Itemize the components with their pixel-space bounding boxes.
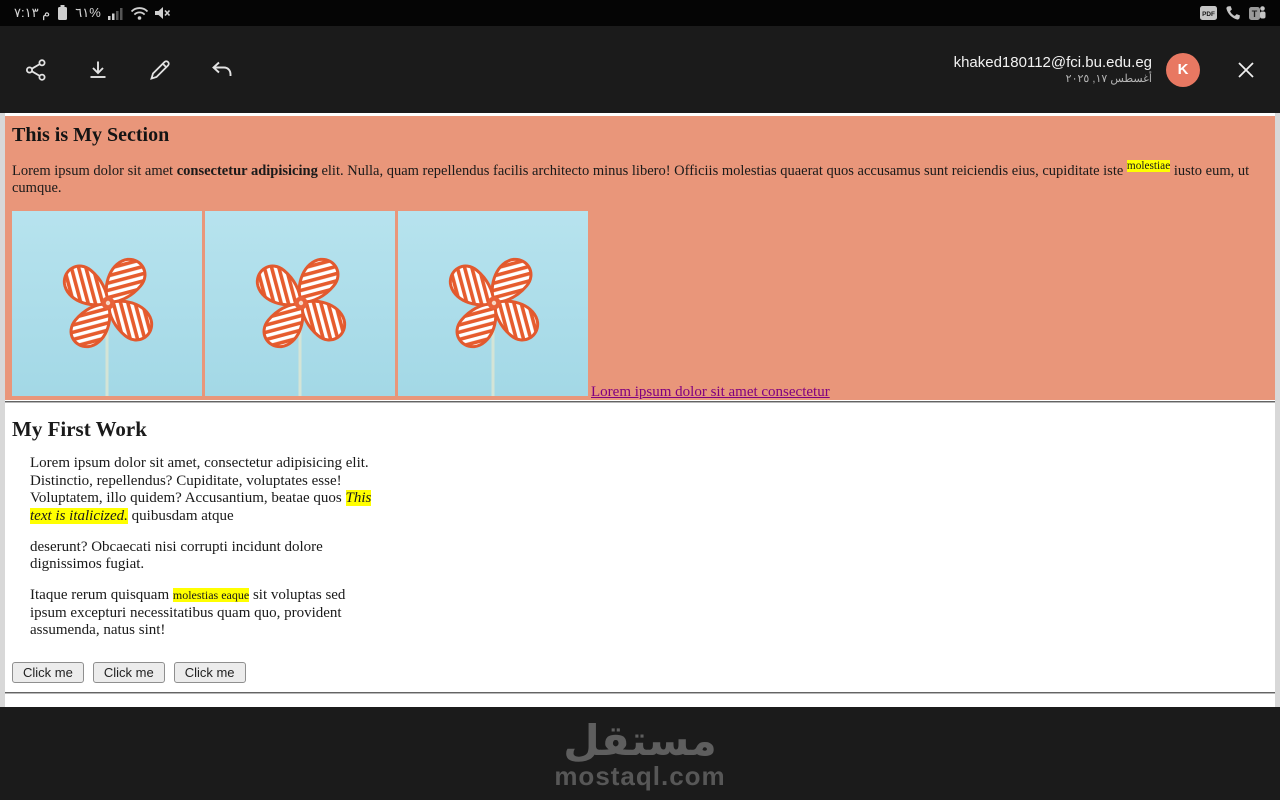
watermark-footer (0, 707, 1280, 800)
mostaql-site-text: mostaql.com (554, 760, 726, 791)
text-segment: deserunt? Obcaecati nisi corrupti incidunt dolore dignissimos fugiat. (30, 538, 323, 573)
text-segment: elit. Nulla, quam repellendus facilis architecto minus libero! Officiis molestias quaerat quos accusamus sunt reiciendis eius, cupiditate iste (317, 162, 1127, 179)
work-paragraph-1 (30, 455, 378, 526)
document-viewport[interactable] (0, 113, 1280, 707)
text-segment: consectetur adipisicing (176, 162, 318, 179)
edit-button[interactable] (140, 50, 180, 90)
pdf-icon (1199, 5, 1218, 21)
avatar[interactable]: K (1166, 53, 1200, 87)
download-button[interactable] (78, 50, 118, 90)
work-paragraphs (30, 455, 378, 640)
edit-icon (148, 58, 172, 82)
status-bar (0, 0, 1280, 26)
text-segment: Itaque rerum quisquam (30, 586, 173, 603)
pinwheel-image (205, 211, 395, 396)
work-paragraph-2 (30, 539, 378, 574)
status-right (1199, 5, 1266, 21)
work-paragraph-3 (30, 587, 378, 640)
account-email: khaked180112@fci.bu.edu.eg (953, 53, 1152, 71)
text-segment: sit voluptas sed ipsum excepturi necessitatibus quam quo, provident assumenda, natus sint! (30, 586, 346, 639)
buttons-row (12, 662, 1268, 683)
share-button[interactable] (16, 50, 56, 90)
undo-button[interactable] (202, 50, 242, 90)
text-segment: Lorem ipsum dolor sit amet, consectetur adipisicing elit. Distinctio, repellendus? Cupiditate, voluptates esse! Voluptatem, illo quidem? Accusantium, beatae quos (30, 454, 369, 507)
account-info (954, 54, 1152, 86)
svg-text:PDF: PDF (1202, 11, 1215, 18)
status-left (14, 5, 171, 21)
pinwheel-image (12, 211, 202, 396)
download-icon (86, 58, 110, 82)
lorem-link[interactable]: Lorem ipsum dolor sit amet consectetur (591, 383, 830, 400)
battery-percent-text: %٦١ (75, 5, 101, 20)
preview-toolbar (0, 26, 1280, 113)
images-row (12, 211, 1268, 400)
battery-icon (57, 5, 68, 21)
share-icon (24, 58, 48, 82)
close-icon (1236, 60, 1256, 80)
account-area (954, 52, 1264, 88)
text-segment: quibusdam atque (127, 507, 234, 524)
wifi-icon (131, 7, 148, 20)
text-segment: molestias eaque (172, 587, 250, 602)
text-segment: Lorem ipsum dolor sit amet (12, 162, 177, 179)
text-segment: molestiae (1126, 160, 1171, 172)
close-button[interactable] (1228, 52, 1264, 88)
text-segment: iusto eum, ut cumque. (12, 162, 1250, 196)
section-my-first-work (5, 417, 1275, 683)
signal-icon (108, 7, 124, 20)
pinwheel-image (398, 211, 588, 396)
divider (5, 692, 1275, 694)
undo-icon (209, 58, 235, 82)
divider (5, 401, 1275, 403)
section-heading: This is My Section (12, 124, 170, 146)
clock-text: م ٧:١٣ (14, 5, 51, 20)
section-paragraph (12, 160, 1268, 197)
html-preview-page (5, 113, 1275, 707)
text-segment: This text is italicized. (30, 490, 372, 524)
toolbar-actions (16, 50, 242, 90)
mostaql-logo-arabic: مستقل (563, 715, 717, 765)
svg-text:T: T (1251, 9, 1258, 19)
work-heading: My First Work (12, 416, 147, 441)
section-my-section (5, 116, 1275, 400)
mute-icon (155, 6, 171, 20)
click-me-button-1[interactable]: Click me (12, 662, 84, 683)
phone-icon (1225, 5, 1241, 21)
click-me-button-3[interactable]: Click me (174, 662, 246, 683)
teams-icon (1248, 5, 1266, 21)
click-me-button-2[interactable]: Click me (93, 662, 165, 683)
document-date: أغسطس ١٧, ٢٠٢٥ (1065, 72, 1152, 85)
